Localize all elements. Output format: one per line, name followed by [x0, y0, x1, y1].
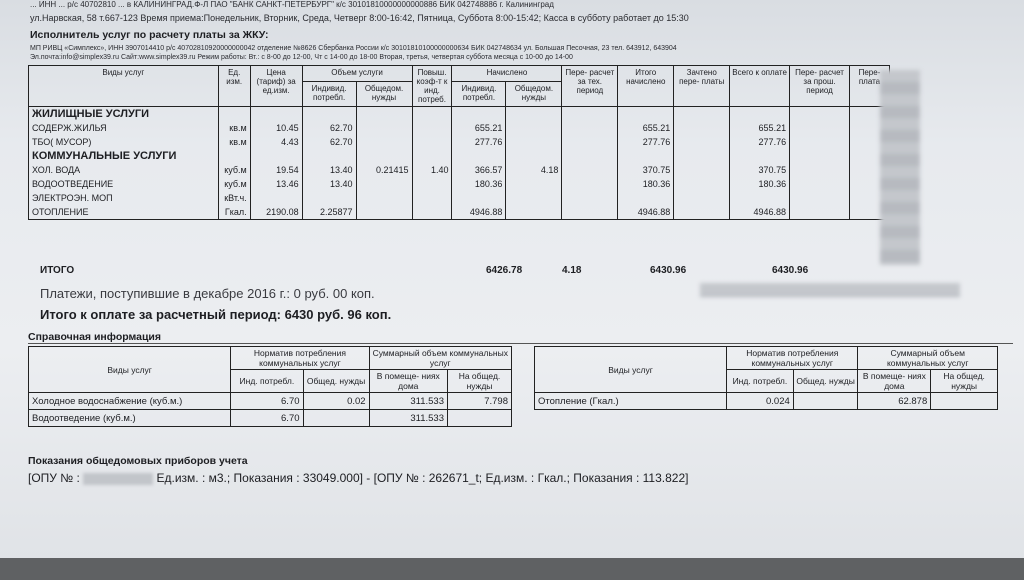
table-row: ХОЛ. ВОДА куб.м 19.54 13.40 0.21415 1.40 366.57 4.18 370.75 370.75: [29, 163, 890, 177]
total-charged: 6430.96: [650, 265, 687, 276]
col-unit: Ед. изм.: [218, 66, 250, 107]
col-recalc: Пере- расчет за тех. период: [562, 66, 618, 107]
col-vol-common: Общедом. нужды: [356, 81, 412, 107]
ref-col-sum: Суммарный объем коммунальных услуг: [369, 347, 511, 370]
total-to-pay: 6430.96: [772, 265, 809, 276]
ref-col-norm: Норматив потребления коммунальных услуг: [231, 347, 369, 370]
redacted-meter-number: [83, 473, 153, 485]
group-housing: ЖИЛИЩНЫЕ УСЛУГИ: [29, 107, 219, 122]
redacted-column: [880, 70, 920, 265]
col-ch-ind: Индивид. потребл.: [452, 81, 506, 107]
reference-title: Справочная информация: [28, 331, 162, 343]
table-row: СОДЕРЖ.ЖИЛЬЯ кв.м 10.45 62.70 655.21 655.21 655.21: [29, 121, 890, 135]
table-row: ОТОПЛЕНИЕ Гкал. 2190.08 2.25877 4946.88 4946.88 4946.88: [29, 205, 890, 220]
col-ch-common: Общедом. нужды: [506, 81, 562, 107]
total-ch-ind: 6426.78: [486, 265, 523, 276]
group-row: [29, 149, 890, 163]
col-vol-ind: Индивид. потребл.: [302, 81, 356, 107]
meters-title: Показания общедомовых приборов учета: [28, 455, 248, 467]
total-label: ИТОГО: [40, 265, 75, 276]
col-recalc-prev: Пере- расчет за прош. период: [790, 66, 850, 107]
col-charged: Начислено: [452, 66, 562, 82]
background-edge: [0, 558, 1024, 580]
redacted-address: [700, 283, 960, 297]
table-row: ТБО( МУСОР) кв.м 4.43 62.70 277.76 277.76 277.76: [29, 135, 890, 149]
executor-title: Исполнитель услуг по расчету платы за ЖКУ:: [30, 29, 269, 41]
col-coef: Повыш. коэф-т к инд. потреб.: [412, 66, 452, 107]
table-row: Холодное водоснабжение (куб.м.) 6.70 0.02 311.533 7.798: [29, 393, 512, 410]
org-line: МП РИВЦ «Симплекс», ИНН 3907014410 р/с 40702810920000000042 отделение №8626 Сбербанка России к/с 30101810100000000634 БИК 042748634 ул. Большая Песочная, 23 тел. 643912, 643904: [30, 45, 677, 52]
total-ch-common: 4.18: [562, 265, 582, 276]
group-row: [29, 107, 890, 122]
charges-table: [28, 65, 890, 220]
col-overpay: Пере- плата: [849, 66, 889, 107]
meters-line: [ОПУ № : Ед.изм. : м3.; Показания : 33049.000] - [ОПУ № : 262671_t; Ед.изм. : Гкал.; Показания : 113.822]: [28, 471, 689, 485]
to-pay-period: Итого к оплате за расчетный период: 6430 руб. 96 коп.: [40, 307, 392, 322]
col-price: Цена (тариф) за ед.изм.: [250, 66, 302, 107]
mail-line: Эл.почта:info@simplex39.ru Сайт:www.simplex39.ru Режим работы: Вт.: с 8-00 до 12-00, Чт с 14-00 до 18-00 Вторая, третья, четвертая суббота месяца с 10-00 до 14-00: [30, 54, 573, 61]
ref-col-service: Виды услуг: [29, 347, 231, 393]
col-service: Виды услуг: [29, 66, 219, 107]
divider: [28, 343, 1013, 344]
table-row: ЭЛЕКТРОЭН. МОП кВт.ч.: [29, 191, 890, 205]
col-credited: Зачтено пере- платы: [674, 66, 730, 107]
table-row: Водоотведение (куб.м.) 6.70 311.533: [29, 410, 512, 427]
address-line: ул.Нарвская, 58 т.667-123 Время приема:Понедельник, Вторник, Среда, Четверг 8:00-16:42, Пятница, Суббота 8:00-15:42; Касса в субботу работает до 15:30: [30, 13, 689, 23]
col-volume: Объем услуги: [302, 66, 412, 82]
table-row: ВОДООТВЕДЕНИЕ куб.м 13.46 13.40 180.36 180.36 180.36: [29, 177, 890, 191]
payments-line: Платежи, поступившие в декабре 2016 г.: 0 руб. 00 коп.: [40, 286, 375, 301]
group-utilities: КОММУНАЛЬНЫЕ УСЛУГИ: [29, 149, 219, 163]
col-to-pay: Всего к оплате: [730, 66, 790, 107]
col-total-charged: Итого начислено: [618, 66, 674, 107]
bank-line: ... ИНН ... р/с 40702810 ... в КАЛИНИНГРАД.Ф-Л ПАО "БАНК САНКТ-ПЕТЕРБУРГ" к/с 30101810000000000886 БИК 042748886 г. Калининград: [30, 0, 554, 9]
table-row: Отопление (Гкал.) 0.024 62.878: [535, 393, 998, 410]
reference-table-right: Виды услуг Норматив потребления коммунальных услуг Суммарный объем коммунальных услуг Инд. потребл. Общед. нужды В помеще- ниях дома На общед. нужды Отопление (Гкал.) 0.024 62.878: [534, 346, 998, 410]
reference-table-left: Виды услуг Норматив потребления коммунальных услуг Суммарный объем коммунальных услуг Инд. потребл. Общед. нужды В помеще- ниях дома На общед. нужды Холодное водоснабжение (куб.м.) 6.70 0.02 311.533 7.798 Водоотведение (куб.м.) 6.70 311.533: [28, 346, 512, 427]
